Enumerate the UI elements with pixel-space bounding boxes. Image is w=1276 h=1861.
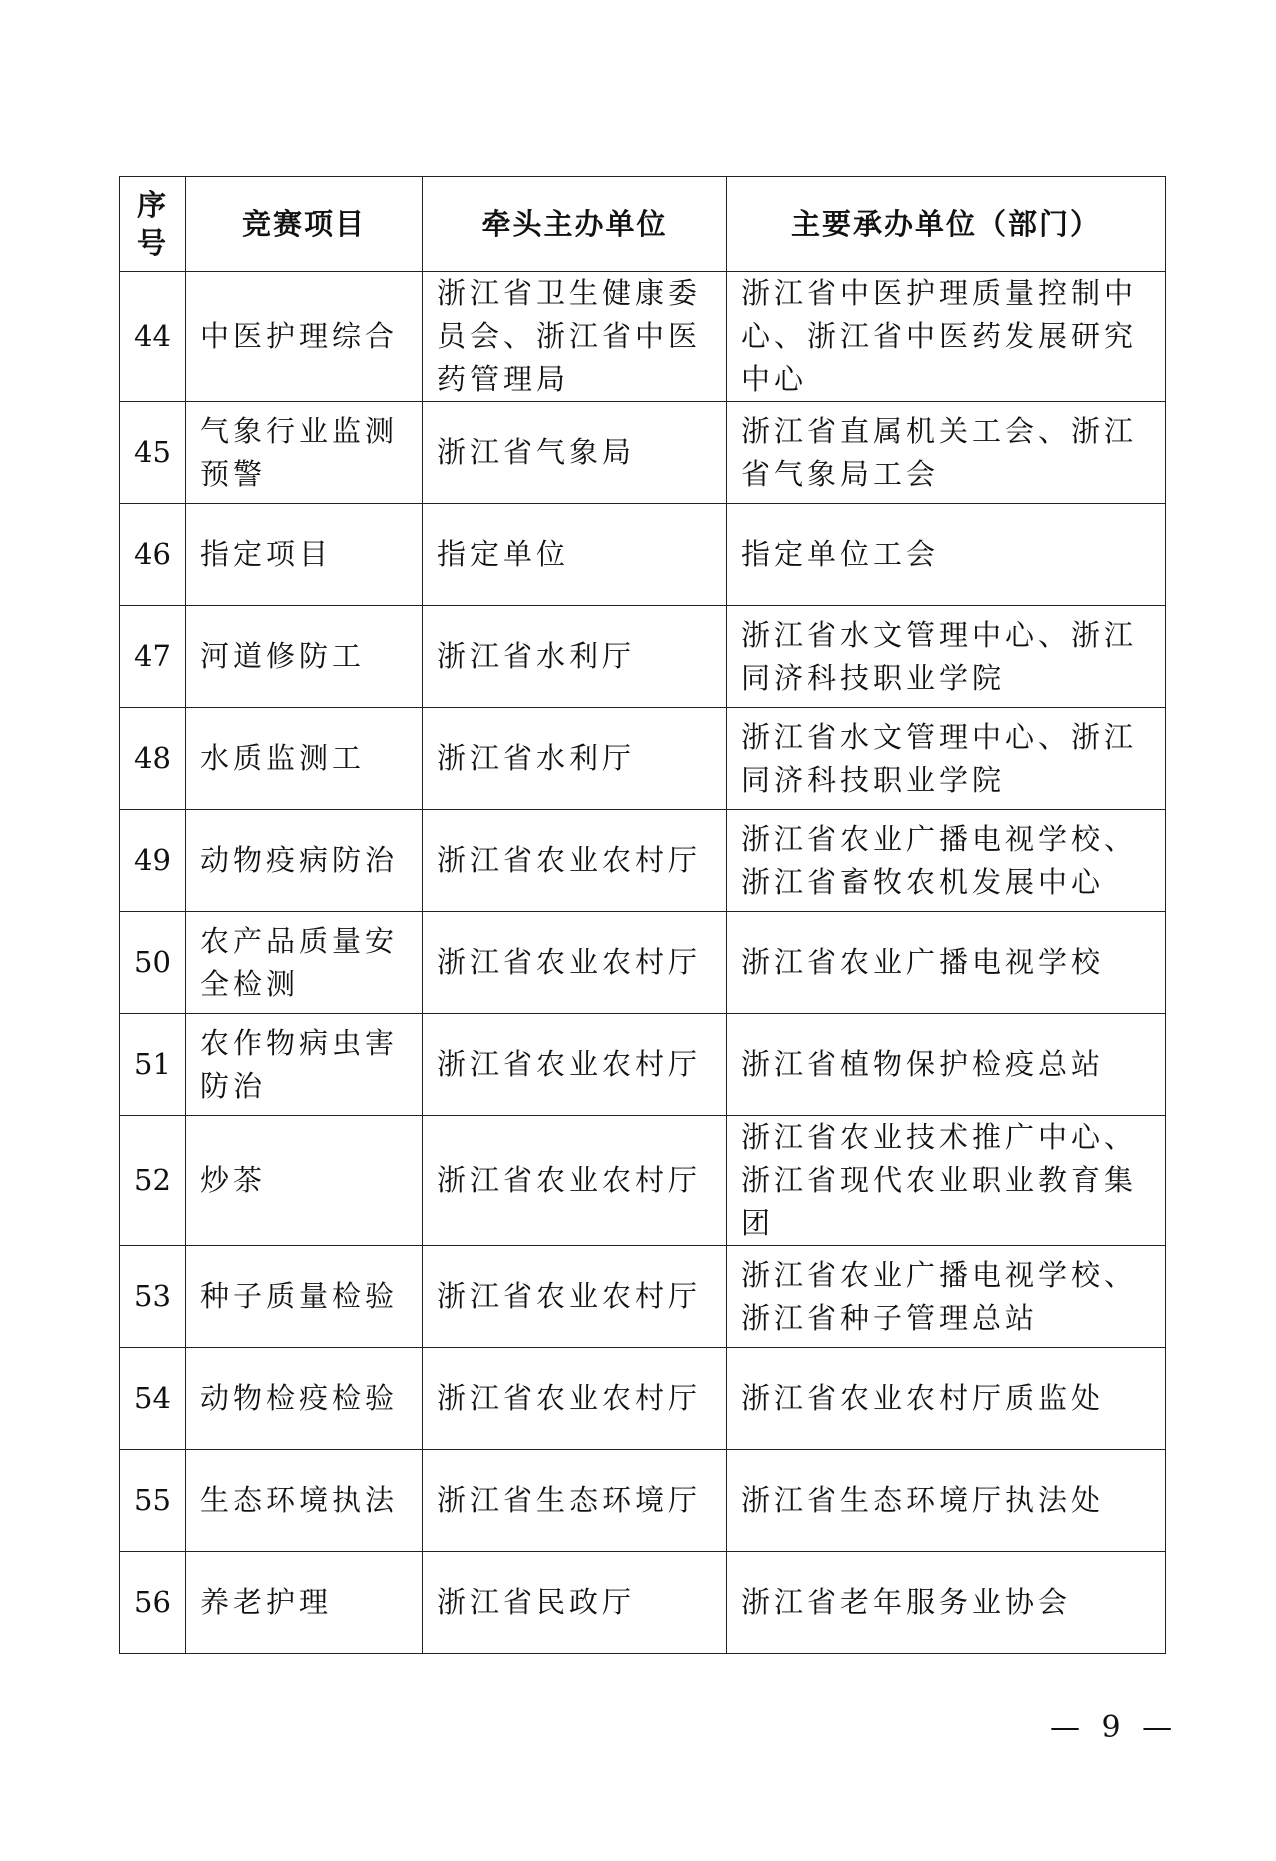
row-lead-host: 浙江省农业农村厅 <box>423 912 727 1014</box>
competition-table <box>119 176 1166 1654</box>
row-main-organizer: 浙江省中医护理质量控制中心、浙江省中医药发展研究中心 <box>727 272 1166 402</box>
row-lead-host: 浙江省农业农村厅 <box>423 1014 727 1116</box>
row-main-organizer: 浙江省农业技术推广中心、浙江省现代农业职业教育集团 <box>727 1116 1166 1246</box>
row-main-organizer: 浙江省农业广播电视学校、浙江省种子管理总站 <box>727 1246 1166 1348</box>
row-number: 52 <box>120 1116 186 1246</box>
row-competition-item: 中医护理综合 <box>186 272 423 402</box>
table-row <box>120 810 1166 912</box>
row-competition-item: 生态环境执法 <box>186 1450 423 1552</box>
table-row <box>120 1450 1166 1552</box>
row-lead-host: 浙江省水利厅 <box>423 708 727 810</box>
row-lead-host: 指定单位 <box>423 504 727 606</box>
row-number: 49 <box>120 810 186 912</box>
row-number: 55 <box>120 1450 186 1552</box>
row-lead-host: 浙江省民政厅 <box>423 1552 727 1654</box>
row-competition-item: 动物疫病防治 <box>186 810 423 912</box>
table-header <box>120 177 1166 272</box>
table-row <box>120 1116 1166 1246</box>
row-lead-host: 浙江省气象局 <box>423 402 727 504</box>
table-row <box>120 1552 1166 1654</box>
row-number: 53 <box>120 1246 186 1348</box>
table-row <box>120 1348 1166 1450</box>
row-competition-item: 动物检疫检验 <box>186 1348 423 1450</box>
row-main-organizer: 浙江省农业广播电视学校、浙江省畜牧农机发展中心 <box>727 810 1166 912</box>
row-competition-item: 炒茶 <box>186 1116 423 1246</box>
table-body <box>120 272 1166 1654</box>
row-lead-host: 浙江省生态环境厅 <box>423 1450 727 1552</box>
row-lead-host: 浙江省农业农村厅 <box>423 1348 727 1450</box>
header-serial-number: 序号 <box>120 177 186 272</box>
row-lead-host: 浙江省农业农村厅 <box>423 1246 727 1348</box>
table-row <box>120 1014 1166 1116</box>
header-row <box>120 177 1166 272</box>
table-row <box>120 402 1166 504</box>
row-number: 48 <box>120 708 186 810</box>
row-lead-host: 浙江省农业农村厅 <box>423 810 727 912</box>
table-row <box>120 272 1166 402</box>
row-main-organizer: 浙江省生态环境厅执法处 <box>727 1450 1166 1552</box>
row-competition-item: 河道修防工 <box>186 606 423 708</box>
row-main-organizer: 浙江省农业广播电视学校 <box>727 912 1166 1014</box>
table-row <box>120 912 1166 1014</box>
row-competition-item: 农作物病虫害防治 <box>186 1014 423 1116</box>
row-number: 50 <box>120 912 186 1014</box>
table-row <box>120 504 1166 606</box>
row-main-organizer: 浙江省老年服务业协会 <box>727 1552 1166 1654</box>
row-number: 56 <box>120 1552 186 1654</box>
row-main-organizer: 浙江省水文管理中心、浙江同济科技职业学院 <box>727 708 1166 810</box>
table-row <box>120 1246 1166 1348</box>
row-competition-item: 指定项目 <box>186 504 423 606</box>
row-main-organizer: 浙江省直属机关工会、浙江省气象局工会 <box>727 402 1166 504</box>
row-number: 44 <box>120 272 186 402</box>
row-number: 51 <box>120 1014 186 1116</box>
row-competition-item: 养老护理 <box>186 1552 423 1654</box>
row-competition-item: 水质监测工 <box>186 708 423 810</box>
row-competition-item: 气象行业监测预警 <box>186 402 423 504</box>
row-lead-host: 浙江省水利厅 <box>423 606 727 708</box>
row-competition-item: 种子质量检验 <box>186 1246 423 1348</box>
row-competition-item: 农产品质量安全检测 <box>186 912 423 1014</box>
row-main-organizer: 浙江省农业农村厅质监处 <box>727 1348 1166 1450</box>
table-row <box>120 606 1166 708</box>
row-number: 46 <box>120 504 186 606</box>
row-number: 54 <box>120 1348 186 1450</box>
row-main-organizer: 浙江省植物保护检疫总站 <box>727 1014 1166 1116</box>
row-number: 45 <box>120 402 186 504</box>
header-main-organizer: 主要承办单位（部门） <box>727 177 1166 272</box>
table-row <box>120 708 1166 810</box>
row-lead-host: 浙江省卫生健康委员会、浙江省中医药管理局 <box>423 272 727 402</box>
row-main-organizer: 指定单位工会 <box>727 504 1166 606</box>
row-number: 47 <box>120 606 186 708</box>
header-lead-host: 牵头主办单位 <box>423 177 727 272</box>
header-competition-item: 竞赛项目 <box>186 177 423 272</box>
row-lead-host: 浙江省农业农村厅 <box>423 1116 727 1246</box>
page-number: — 9 — <box>1050 1710 1179 1745</box>
row-main-organizer: 浙江省水文管理中心、浙江同济科技职业学院 <box>727 606 1166 708</box>
